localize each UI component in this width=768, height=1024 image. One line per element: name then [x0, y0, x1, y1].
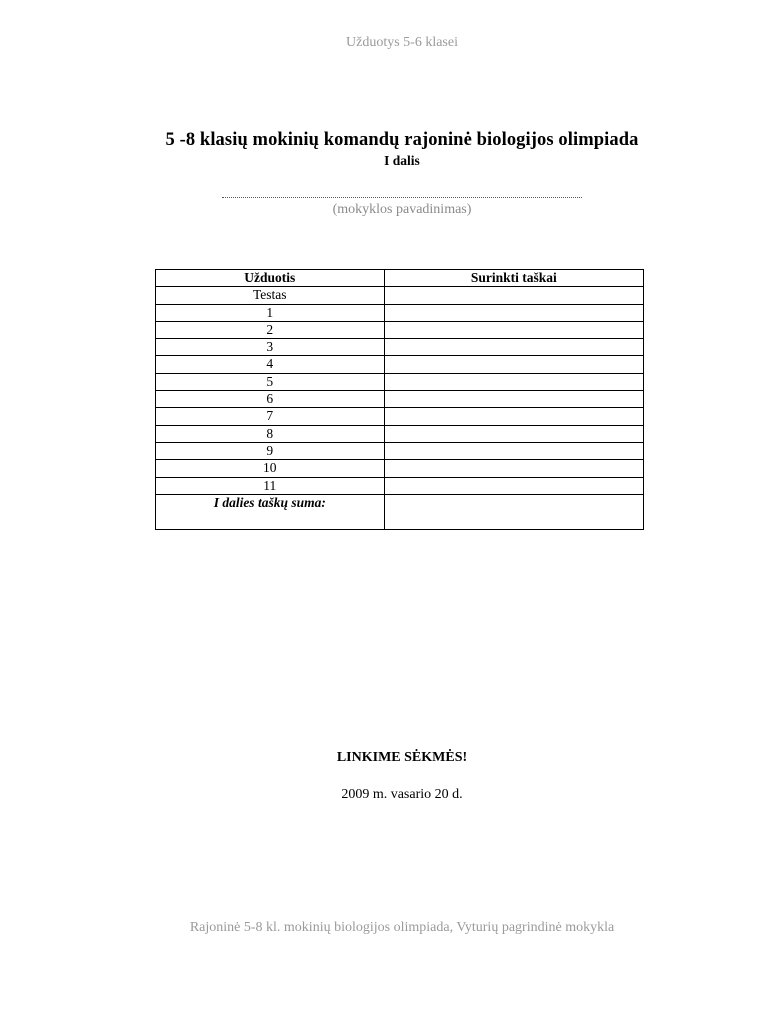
table-row — [156, 391, 644, 408]
task-cell: 5 — [156, 373, 385, 390]
sum-value-cell — [384, 494, 643, 529]
task-cell: 2 — [156, 321, 385, 338]
table-row — [156, 477, 644, 494]
school-name-blank-line — [222, 185, 582, 198]
task-cell: 1 — [156, 304, 385, 321]
task-cell: 3 — [156, 339, 385, 356]
table-row — [156, 304, 644, 321]
points-cell — [384, 408, 643, 425]
score-table — [155, 269, 644, 530]
points-cell — [384, 339, 643, 356]
document-date: 2009 m. vasario 20 d. — [341, 787, 463, 802]
table-row — [156, 408, 644, 425]
table-row — [156, 321, 644, 338]
table-row — [156, 460, 644, 477]
column-header-task: Užduotis — [156, 270, 385, 287]
points-cell — [384, 373, 643, 390]
column-header-points: Surinkti taškai — [384, 270, 643, 287]
document-title: 5 -8 klasių mokinių komandų rajoninė biologijos olimpiada — [165, 130, 639, 150]
task-cell: 8 — [156, 425, 385, 442]
task-cell: 9 — [156, 442, 385, 459]
points-cell — [384, 477, 643, 494]
document-subtitle: I dalis — [384, 153, 420, 168]
task-cell: 7 — [156, 408, 385, 425]
table-row — [156, 425, 644, 442]
points-cell — [384, 321, 643, 338]
task-cell: 10 — [156, 460, 385, 477]
points-cell — [384, 442, 643, 459]
task-cell: 11 — [156, 477, 385, 494]
points-cell — [384, 356, 643, 373]
table-header-row — [156, 270, 644, 287]
sum-label-cell: I dalies taškų suma: — [156, 494, 385, 529]
task-cell: 4 — [156, 356, 385, 373]
sum-row — [156, 494, 644, 529]
task-cell: 6 — [156, 391, 385, 408]
good-luck-text: LINKIME SĖKMĖS! — [336, 750, 468, 765]
table-row — [156, 287, 644, 304]
page-header: Užduotys 5-6 klasei — [346, 35, 458, 50]
task-cell: Testas — [156, 287, 385, 304]
points-cell — [384, 460, 643, 477]
table-row — [156, 442, 644, 459]
page-footer: Rajoninė 5-8 kl. mokinių biologijos olimpiada, Vyturių pagrindinė mokykla — [189, 920, 615, 935]
points-cell — [384, 425, 643, 442]
points-cell — [384, 391, 643, 408]
table-row — [156, 373, 644, 390]
table-row — [156, 356, 644, 373]
points-cell — [384, 304, 643, 321]
table-row — [156, 339, 644, 356]
school-name-caption: (mokyklos pavadinimas) — [332, 202, 472, 217]
points-cell — [384, 287, 643, 304]
